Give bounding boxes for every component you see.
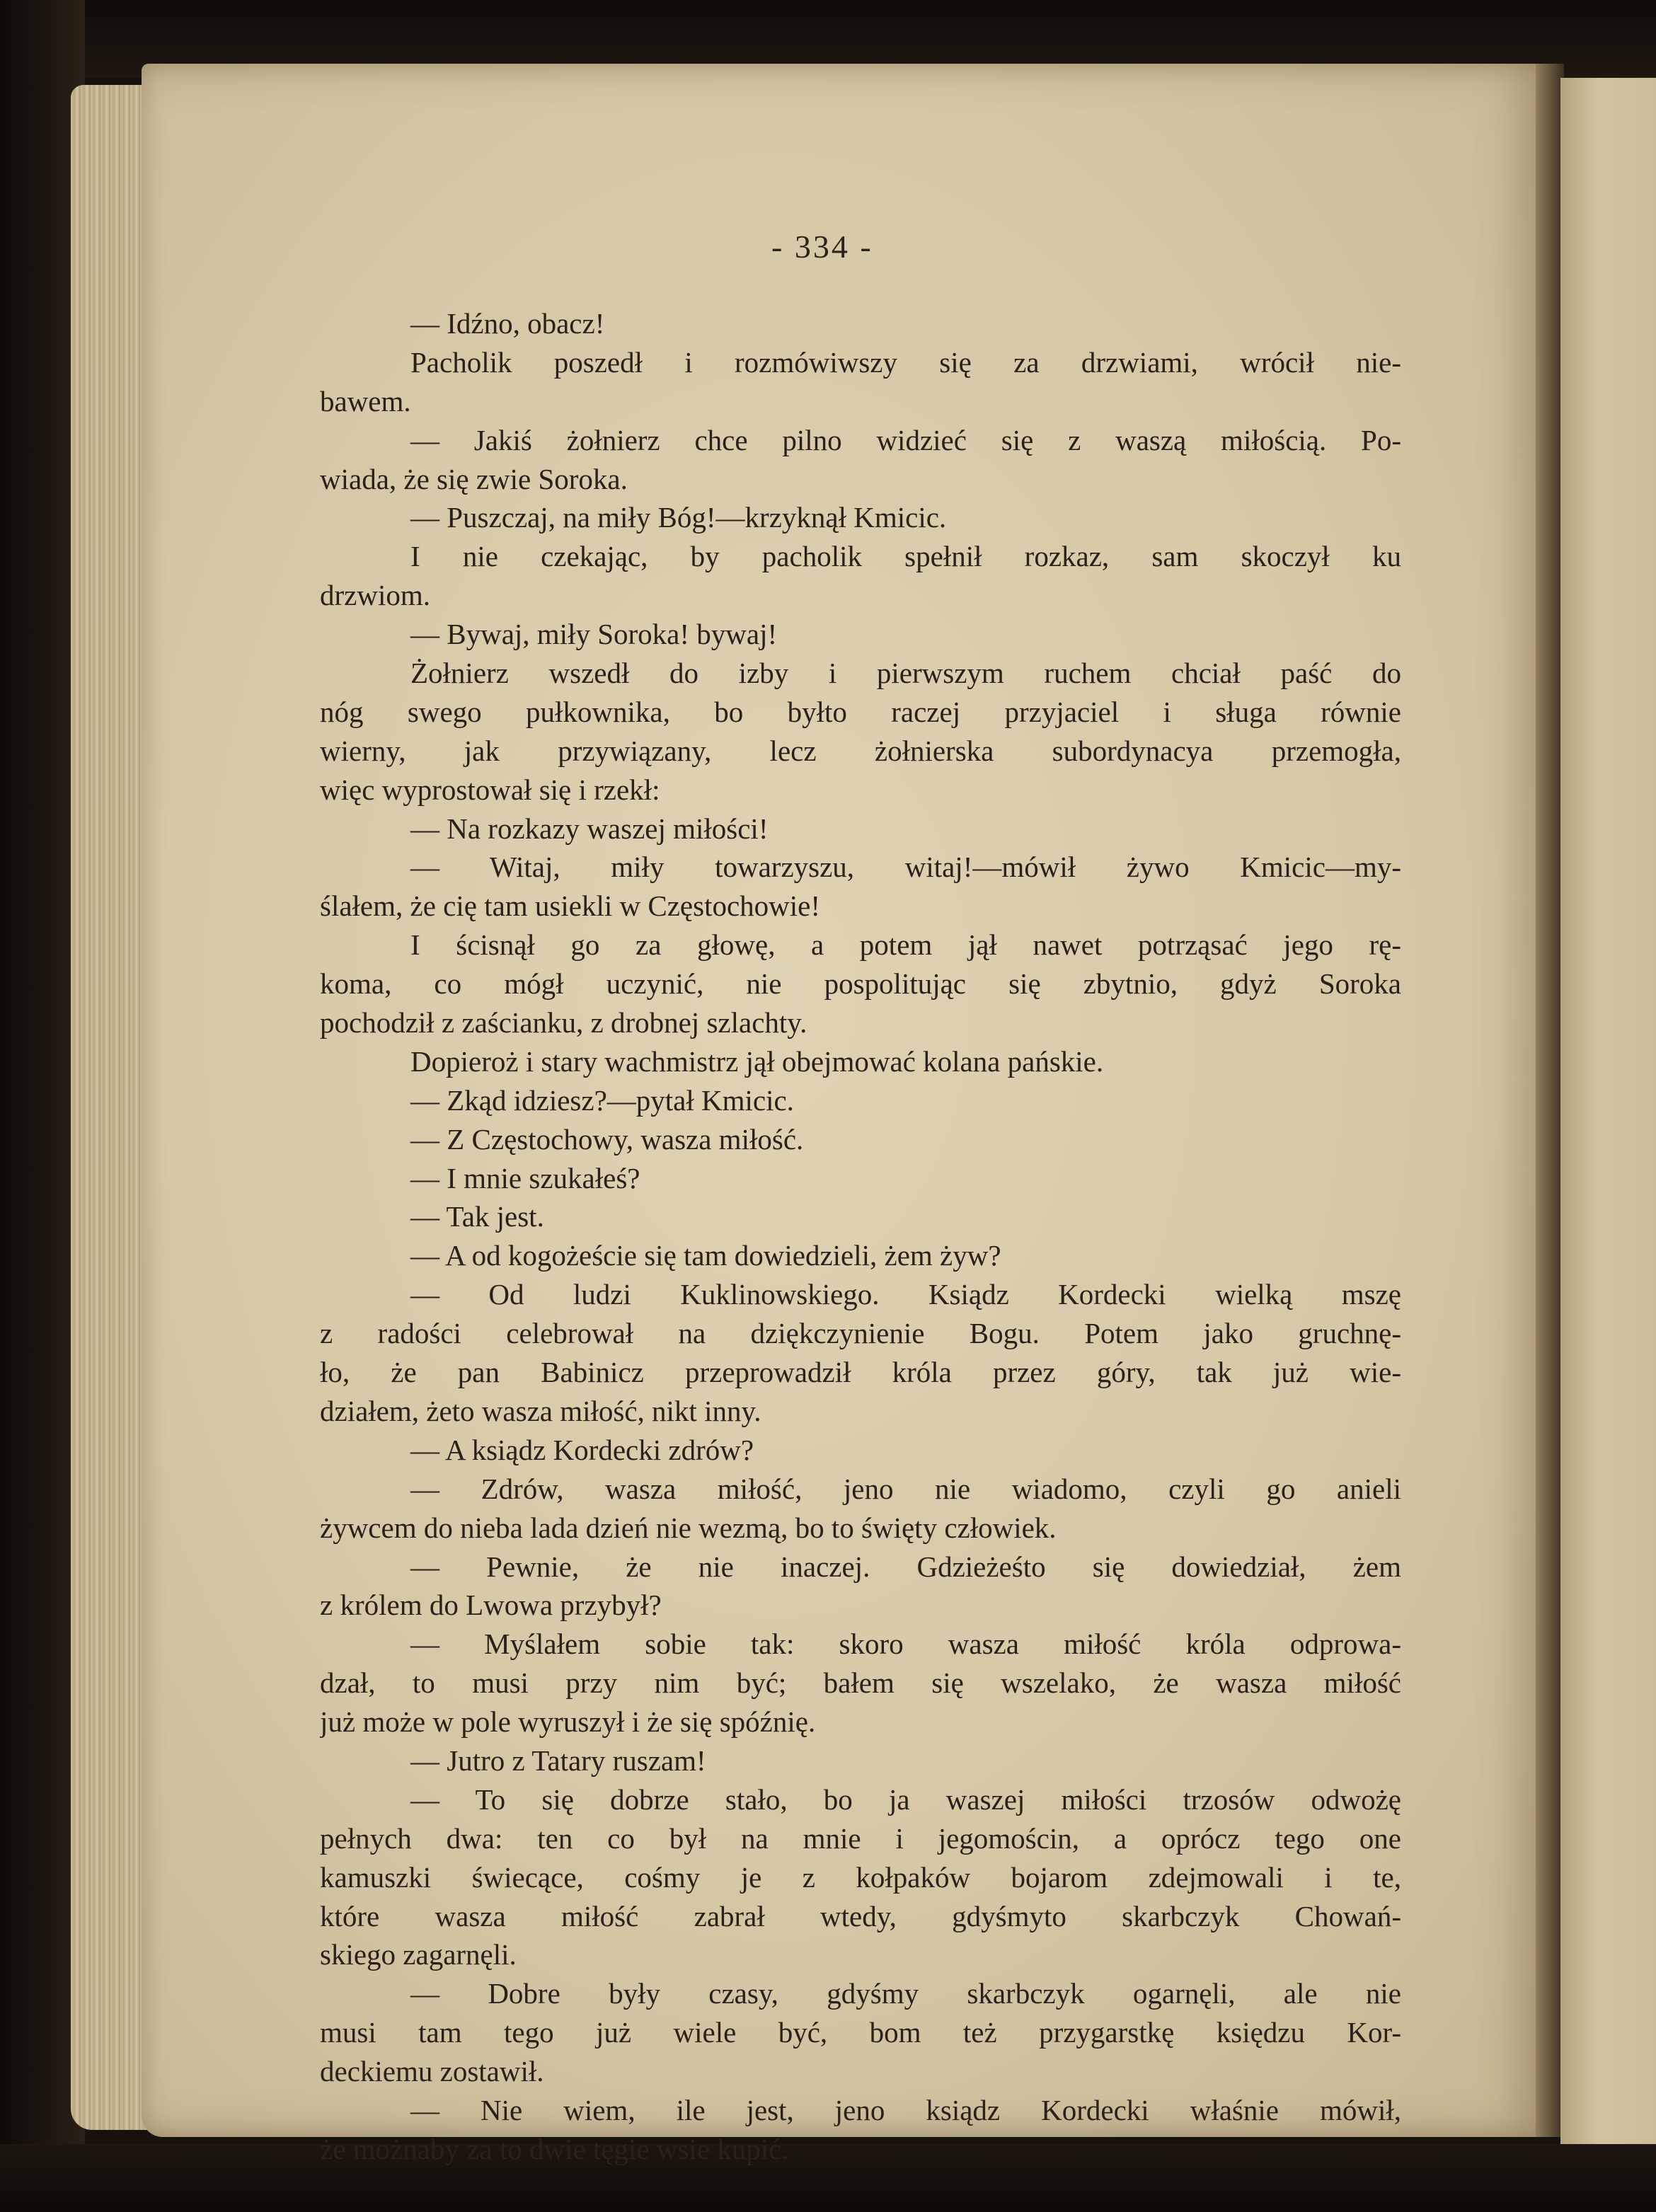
text-line: — Witaj, miły towarzyszu, witaj!—mówił żywo Kmicic—my- (410, 851, 1401, 884)
text-line: — Od ludzi Kuklinowskiego. Ksiądz Kordecki wielką mszę (410, 1278, 1401, 1311)
text-line: więc wyprostował się i rzekł: (320, 773, 660, 806)
text-line: wiada, że się zwie Soroka. (320, 462, 628, 495)
book-gutter (1536, 64, 1564, 2137)
text-line: które wasza miłość zabrał wtedy, gdyśmyto skarbczyk Chowań- (320, 1899, 1401, 1932)
text-line: Pacholik poszedł i rozmówiwszy się za drzwiami, wrócił nie- (410, 345, 1401, 379)
text-line: Żołnierz wszedł do izby i pierwszym ruchem chciał paść do (410, 657, 1401, 690)
text-line: deckiemu zostawił. (320, 2055, 544, 2088)
text-line: — Jakiś żołnierz chce pilno widzieć się z waszą miłością. Po- (410, 423, 1401, 456)
text-line: ślałem, że cię tam usiekli w Częstochowie! (320, 889, 821, 923)
text-line: I ścisnął go za głowę, a potem jął nawet potrząsać jego rę- (410, 928, 1401, 962)
text-line: z królem do Lwowa przybył? (320, 1589, 662, 1622)
text-line: — Puszczaj, na miły Bóg!—krzyknął Kmicic. (410, 501, 947, 534)
text-line: ło, że pan Babinicz przeprowadził króla przez góry, tak już wie- (320, 1356, 1401, 1389)
text-line: — Z Częstochowy, wasza miłość. (410, 1122, 804, 1156)
text-line: skiego zagarnęli. (320, 1938, 517, 1971)
text-line: musi tam tego już wiele być, bom też przygarstkę księdzu Kor- (320, 2016, 1401, 2049)
text-line: już może w pole wyruszył i że się spóźnię. (320, 1705, 816, 1739)
text-line: — Myślałem sobie tak: skoro wasza miłość króla odprowa- (410, 1628, 1401, 1661)
text-line: że możnaby za to dwie tęgie wsie kupić. (320, 2132, 789, 2165)
text-line: — Zkąd idziesz?—pytał Kmicic. (410, 1083, 794, 1117)
text-line: z radości celebrował na dziękczynienie Bogu. Potem jako gruchnę- (320, 1317, 1401, 1350)
text-line: — Na rozkazy waszej miłości! (410, 812, 769, 845)
text-line: bawem. (320, 384, 411, 417)
text-line: — I mnie szukałeś? (410, 1161, 640, 1194)
text-line: pełnych dwa: ten co był na mnie i jegomościn, a oprócz tego one (320, 1821, 1401, 1855)
text-line: wierny, jak przywiązany, lecz żołnierska subordynacya przemogła, (320, 734, 1401, 767)
text-line: nóg swego pułkownika, bo byłto raczej przyjaciel i sługa równie (320, 695, 1401, 728)
text-line: żywcem do nieba lada dzień nie wezmą, bo to święty człowiek. (320, 1511, 1057, 1544)
text-line: — A od kogożeście się tam dowiedzieli, żem żyw? (410, 1239, 1001, 1272)
text-line: — Jutro z Tatary ruszam! (410, 1744, 706, 1777)
text-line: — A ksiądz Kordecki zdrów? (410, 1433, 754, 1466)
text-line: — Dobre były czasy, gdyśmy skarbczyk ogarnęli, ale nie (410, 1977, 1401, 2010)
text-line: — Tak jest. (410, 1200, 544, 1233)
text-line: pochodził z zaścianku, z drobnej szlachty. (320, 1006, 807, 1039)
text-line: kamuszki świecące, cośmy je z kołpaków bojarom zdejmowali i te, (320, 1860, 1401, 1894)
text-line: Dopieroż i stary wachmistrz jął obejmować kolana pańskie. (410, 1044, 1104, 1078)
text-line: koma, co mógł uczynić, nie pospolitując się zbytnio, gdyż Soroka (320, 967, 1401, 1001)
text-line: — Zdrów, wasza miłość, jeno nie wiadomo, czyli go anieli (410, 1472, 1401, 1505)
facing-page-edge (1560, 78, 1656, 2144)
text-line: — Nie wiem, ile jest, jeno ksiądz Kordecki właśnie mówił, (410, 2093, 1401, 2126)
page-number: - 334 - (771, 229, 873, 265)
page-text (320, 304, 1401, 2169)
text-line: — Idźno, obacz! (410, 307, 605, 340)
text-line: działem, żeto wasza miłość, nikt inny. (320, 1394, 761, 1427)
text-line: drzwiom. (320, 579, 430, 612)
text-line: — Pewnie, że nie inaczej. Gdzieżeśto się dowiedział, żem (410, 1550, 1401, 1583)
text-line: — Bywaj, miły Soroka! bywaj! (410, 618, 778, 651)
text-line: — To się dobrze stało, bo ja waszej miłości trzosów odwożę (410, 1782, 1401, 1816)
text-line: dzał, to musi przy nim być; bałem się wszelako, że wasza miłość (320, 1666, 1401, 1700)
text-line: I nie czekając, by pacholik spełnił rozkaz, sam skoczył ku (410, 540, 1401, 573)
